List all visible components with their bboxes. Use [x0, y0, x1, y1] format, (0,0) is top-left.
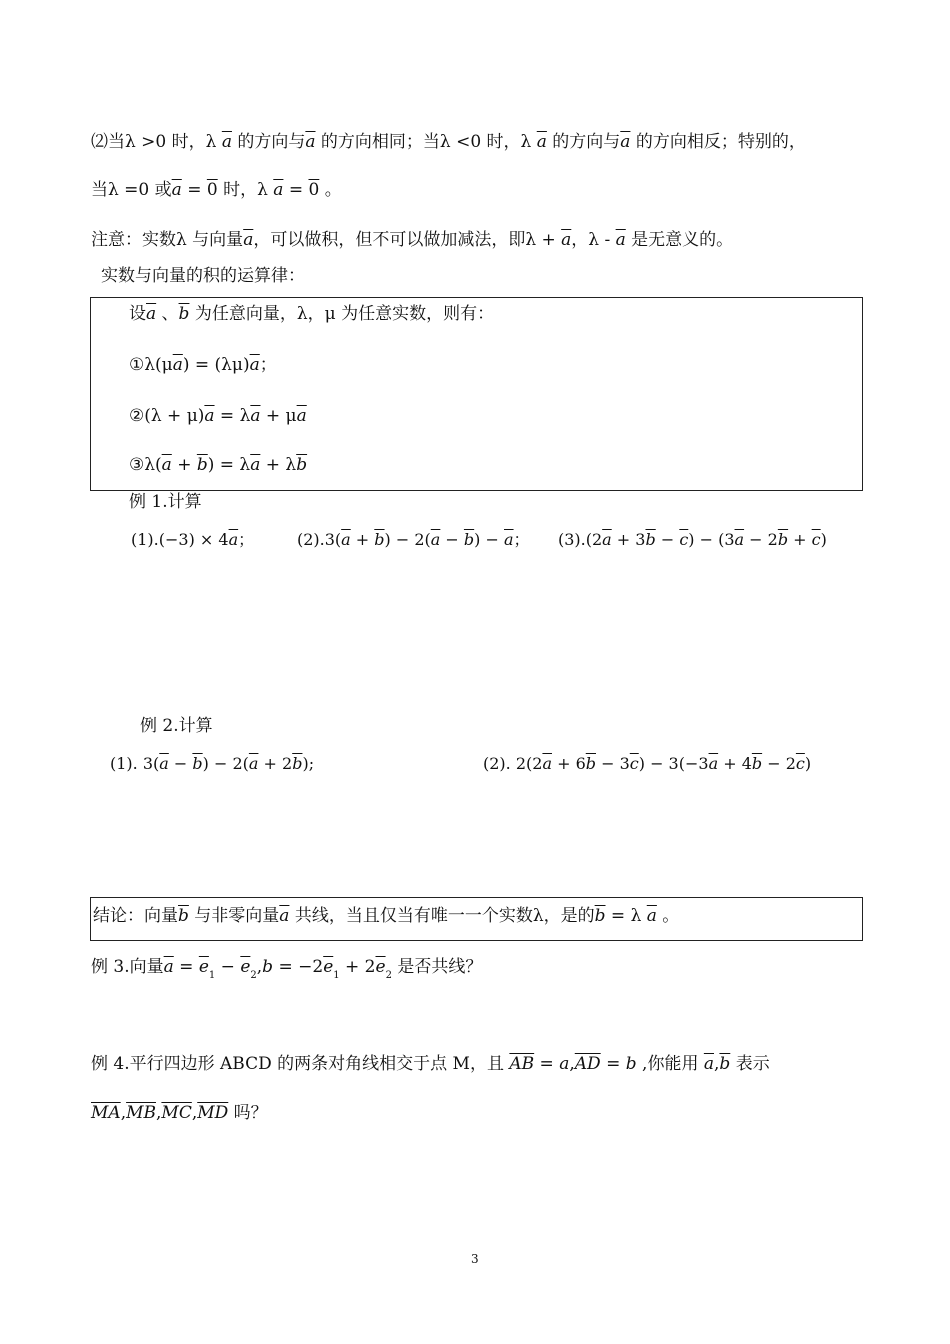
example-2-q1: (1). $3(\overline{a} - \overline{b}) - 2(\overline{a} + 2\overline{b})$;: [110, 754, 315, 773]
law-2: ②(λ + $\mu)\overline{a} = \lambda\overline{a} + \mu\overline{a}$: [129, 406, 307, 426]
example-1-title: 例 1.计算: [129, 492, 202, 512]
example-2-q2: (2). $2(2\overline{a} + 6\overline{b} - 3\overline{c}) - 3(-3\overline{a} + 4\overline{b} - 2\overline{c})$: [483, 754, 812, 773]
law-3: $③\lambda(\overline{a} + \overline{b}) = \lambda\overline{a} + \lambda\overline{b}$: [129, 455, 308, 475]
example-4-line-2: $\overline{MA},\overline{MB},\overline{MC},\overline{MD}$ 吗？: [91, 1103, 268, 1123]
law-intro: 设$\overline{a}$ 、$\overline{b}$ 为任意向量，λ，μ 为任意实数，则有：: [129, 304, 495, 324]
example-1-q3: $(3).(2\overline{a} + 3\overline{b} - \overline{c}) - (3\overline{a} - 2\overline{b} + \overline{c})$: [558, 530, 827, 549]
page-number: 3: [471, 1252, 479, 1266]
example-2-title: 例 2.计算: [140, 716, 213, 736]
note-paragraph: 注意：实数λ 与向量$\overline{a}$，可以做积，但不可以做加减法，即$\lambda + \overline{a}$，λ - $\overline{a}$ 是无意义的。: [91, 230, 734, 250]
paragraph-lambda-zero: 当λ =0 或$\overline{a} = 0$ 时，λ $\overline{a} = 0$ 。: [91, 180, 342, 200]
law-1: $①\lambda(\mu\overline{a}) = (\lambda\mu)\overline{a}$；: [129, 355, 277, 375]
operation-law-title: 实数与向量的积的运算律：: [101, 266, 305, 286]
conclusion-text: 结论：向量$\overline{b}$ 与非零向量$\overline{a}$ 共线，当且仅当有唯一一个实数λ，是的$\overline{b} = \lambda$ $\overline{a}$ 。: [93, 906, 680, 926]
example-1-q2: $(2).3(\overline{a} + \overline{b}) - 2(\overline{a} - \overline{b}) - \overline{a}$；: [297, 530, 530, 549]
example-4-line-1: 例 4.平行四边形 ABCD 的两条对角线相交于点 M，且 $\overline{AB} = a,\overline{AD} = b$ ,你能用 $\overline{a},\overline{b}$ 表示: [91, 1054, 770, 1074]
example-3: 例 3.向量$\overline{a} = \overline{e}_1 - \overline{e}_2,b = -2\overline{e}_1 + 2\overline{e}_2$ 是否共线？: [91, 957, 483, 981]
paragraph-lambda-direction: ⑵当λ >0 时，λ $\overline{a}$ 的方向与$\overline{a}$ 的方向相同；当λ <0 时，λ $\overline{a}$ 的方向与$\overline{a}$ 的方向相反；特别的，: [91, 132, 806, 152]
example-1-q1: $(1).(-3) \times 4\overline{a}$；: [131, 530, 255, 549]
